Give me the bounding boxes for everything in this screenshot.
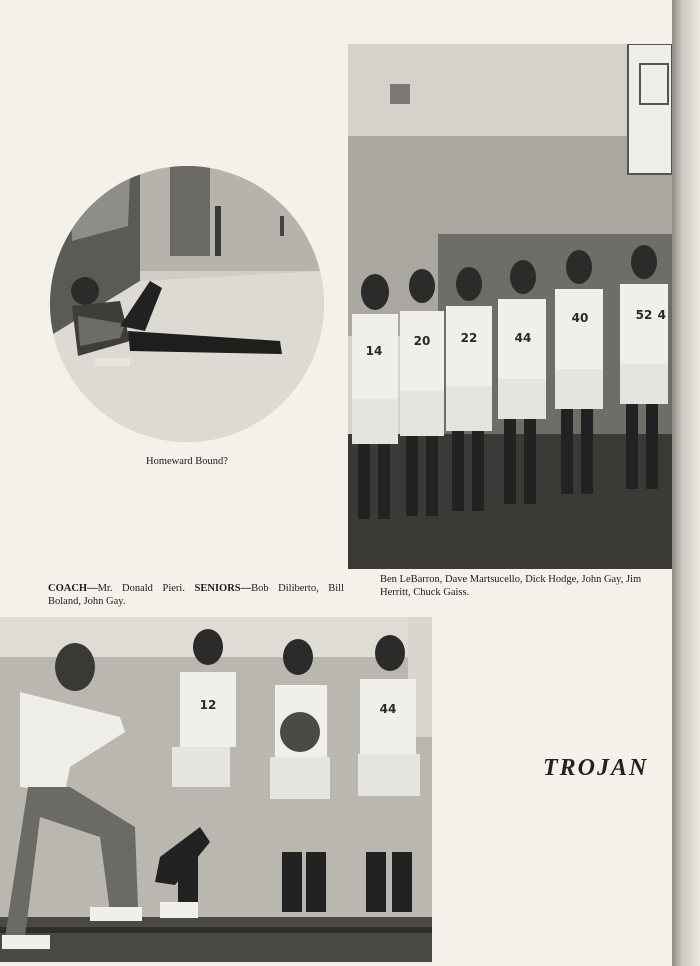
- homeward-bound-caption: Homeward Bound?: [146, 456, 228, 467]
- team-jersey-number: 4: [657, 308, 666, 322]
- senior-jersey-number: 44: [379, 702, 397, 716]
- page-gutter: [672, 0, 700, 966]
- team-jersey-number: 14: [365, 344, 383, 358]
- team-caption: Ben LeBarron, Dave Martsucello, Dick Hodge, John Gay, Jim Herritt, Chuck Gaiss.: [380, 574, 642, 598]
- team-jersey-number: 44: [514, 331, 532, 345]
- homeward-bound-photo: [50, 166, 324, 442]
- coach-seniors-caption: [48, 582, 344, 608]
- team-jersey-number: 22: [460, 331, 478, 345]
- team-photo: [348, 44, 672, 569]
- section-heading: TROJAN: [543, 755, 649, 781]
- seniors-label: SENIORS—: [194, 583, 252, 594]
- team-jersey-number: 20: [413, 334, 431, 348]
- senior-jersey-number: 12: [199, 698, 217, 712]
- team-jersey-number: 52: [635, 308, 653, 322]
- coach-label: COACH—: [48, 583, 98, 594]
- seniors-names: Bob Diliberto, Bill Boland, John Gay.: [48, 583, 345, 607]
- coach-name: Mr. Donald Pieri.: [97, 583, 185, 594]
- coach-seniors-photo: [0, 617, 432, 962]
- team-jersey-number: 40: [571, 311, 589, 325]
